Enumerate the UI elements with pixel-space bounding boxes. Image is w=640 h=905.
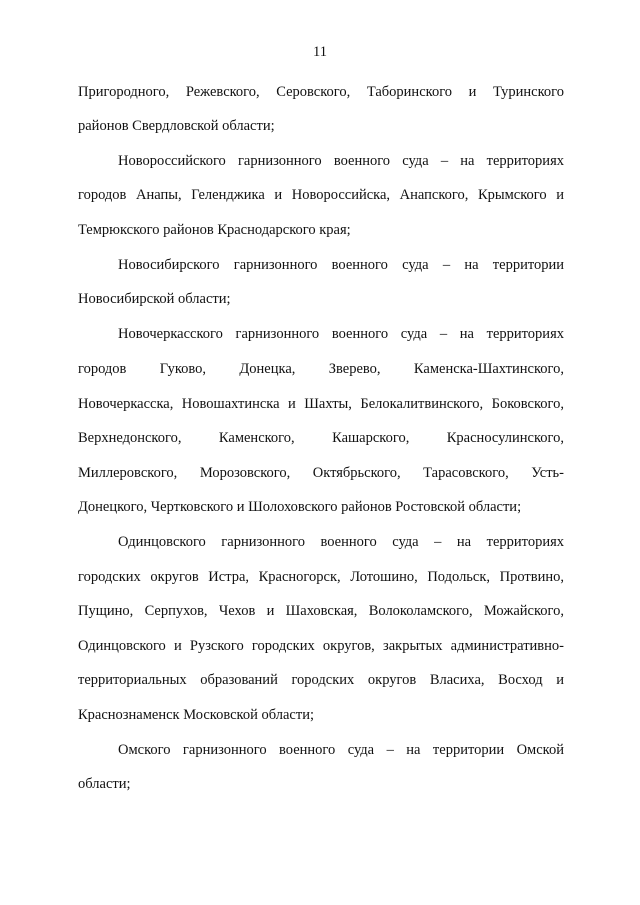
text-line: Донецкого, Чертковского и Шолоховского районов Ростовской области; <box>78 499 522 515</box>
text-line: Верхнедонского, Каменского, Кашарского, Красносулинского, <box>78 430 564 446</box>
text-line: Омского гарнизонного военного суда – на территории Омской <box>118 742 564 758</box>
text-line: Новосибирской области; <box>78 291 231 307</box>
text-line: Пущино, Серпухов, Чехов и Шаховская, Волоколамского, Можайского, <box>78 603 564 619</box>
text-line: Одинцовского гарнизонного военного суда – на территориях <box>118 534 564 550</box>
text-line: Миллеровского, Морозовского, Октябрьского, Тарасовского, Усть- <box>78 465 564 481</box>
text-line: Новочеркасского гарнизонного военного суда – на территориях <box>118 326 564 342</box>
text-line: Пригородного, Режевского, Серовского, Таборинского и Туринского <box>78 84 564 100</box>
text-line: области; <box>78 776 131 792</box>
text-line: городских округов Истра, Красногорск, Лотошино, Подольск, Протвино, <box>78 569 564 585</box>
text-line: городов Гуково, Донецка, Зверево, Каменска-Шахтинского, <box>78 361 564 377</box>
text-line: Одинцовского и Рузского городских округов, закрытых административно- <box>78 638 564 654</box>
text-line: районов Свердловской области; <box>78 118 275 134</box>
text-line: городов Анапы, Геленджика и Новороссийска, Анапского, Крымского и <box>78 187 564 203</box>
page-number: 11 <box>313 44 327 60</box>
text-line: Новороссийского гарнизонного военного суда – на территориях <box>118 153 564 169</box>
text-line: Темрюкского районов Краснодарского края; <box>78 222 351 238</box>
text-line: Краснознаменск Московской области; <box>78 707 314 723</box>
text-line: Новочеркасска, Новошахтинска и Шахты, Белокалитвинского, Боковского, <box>78 396 564 412</box>
text-line: Новосибирского гарнизонного военного суда – на территории <box>118 257 564 273</box>
text-line: территориальных образований городских округов Власиха, Восход и <box>78 672 564 688</box>
